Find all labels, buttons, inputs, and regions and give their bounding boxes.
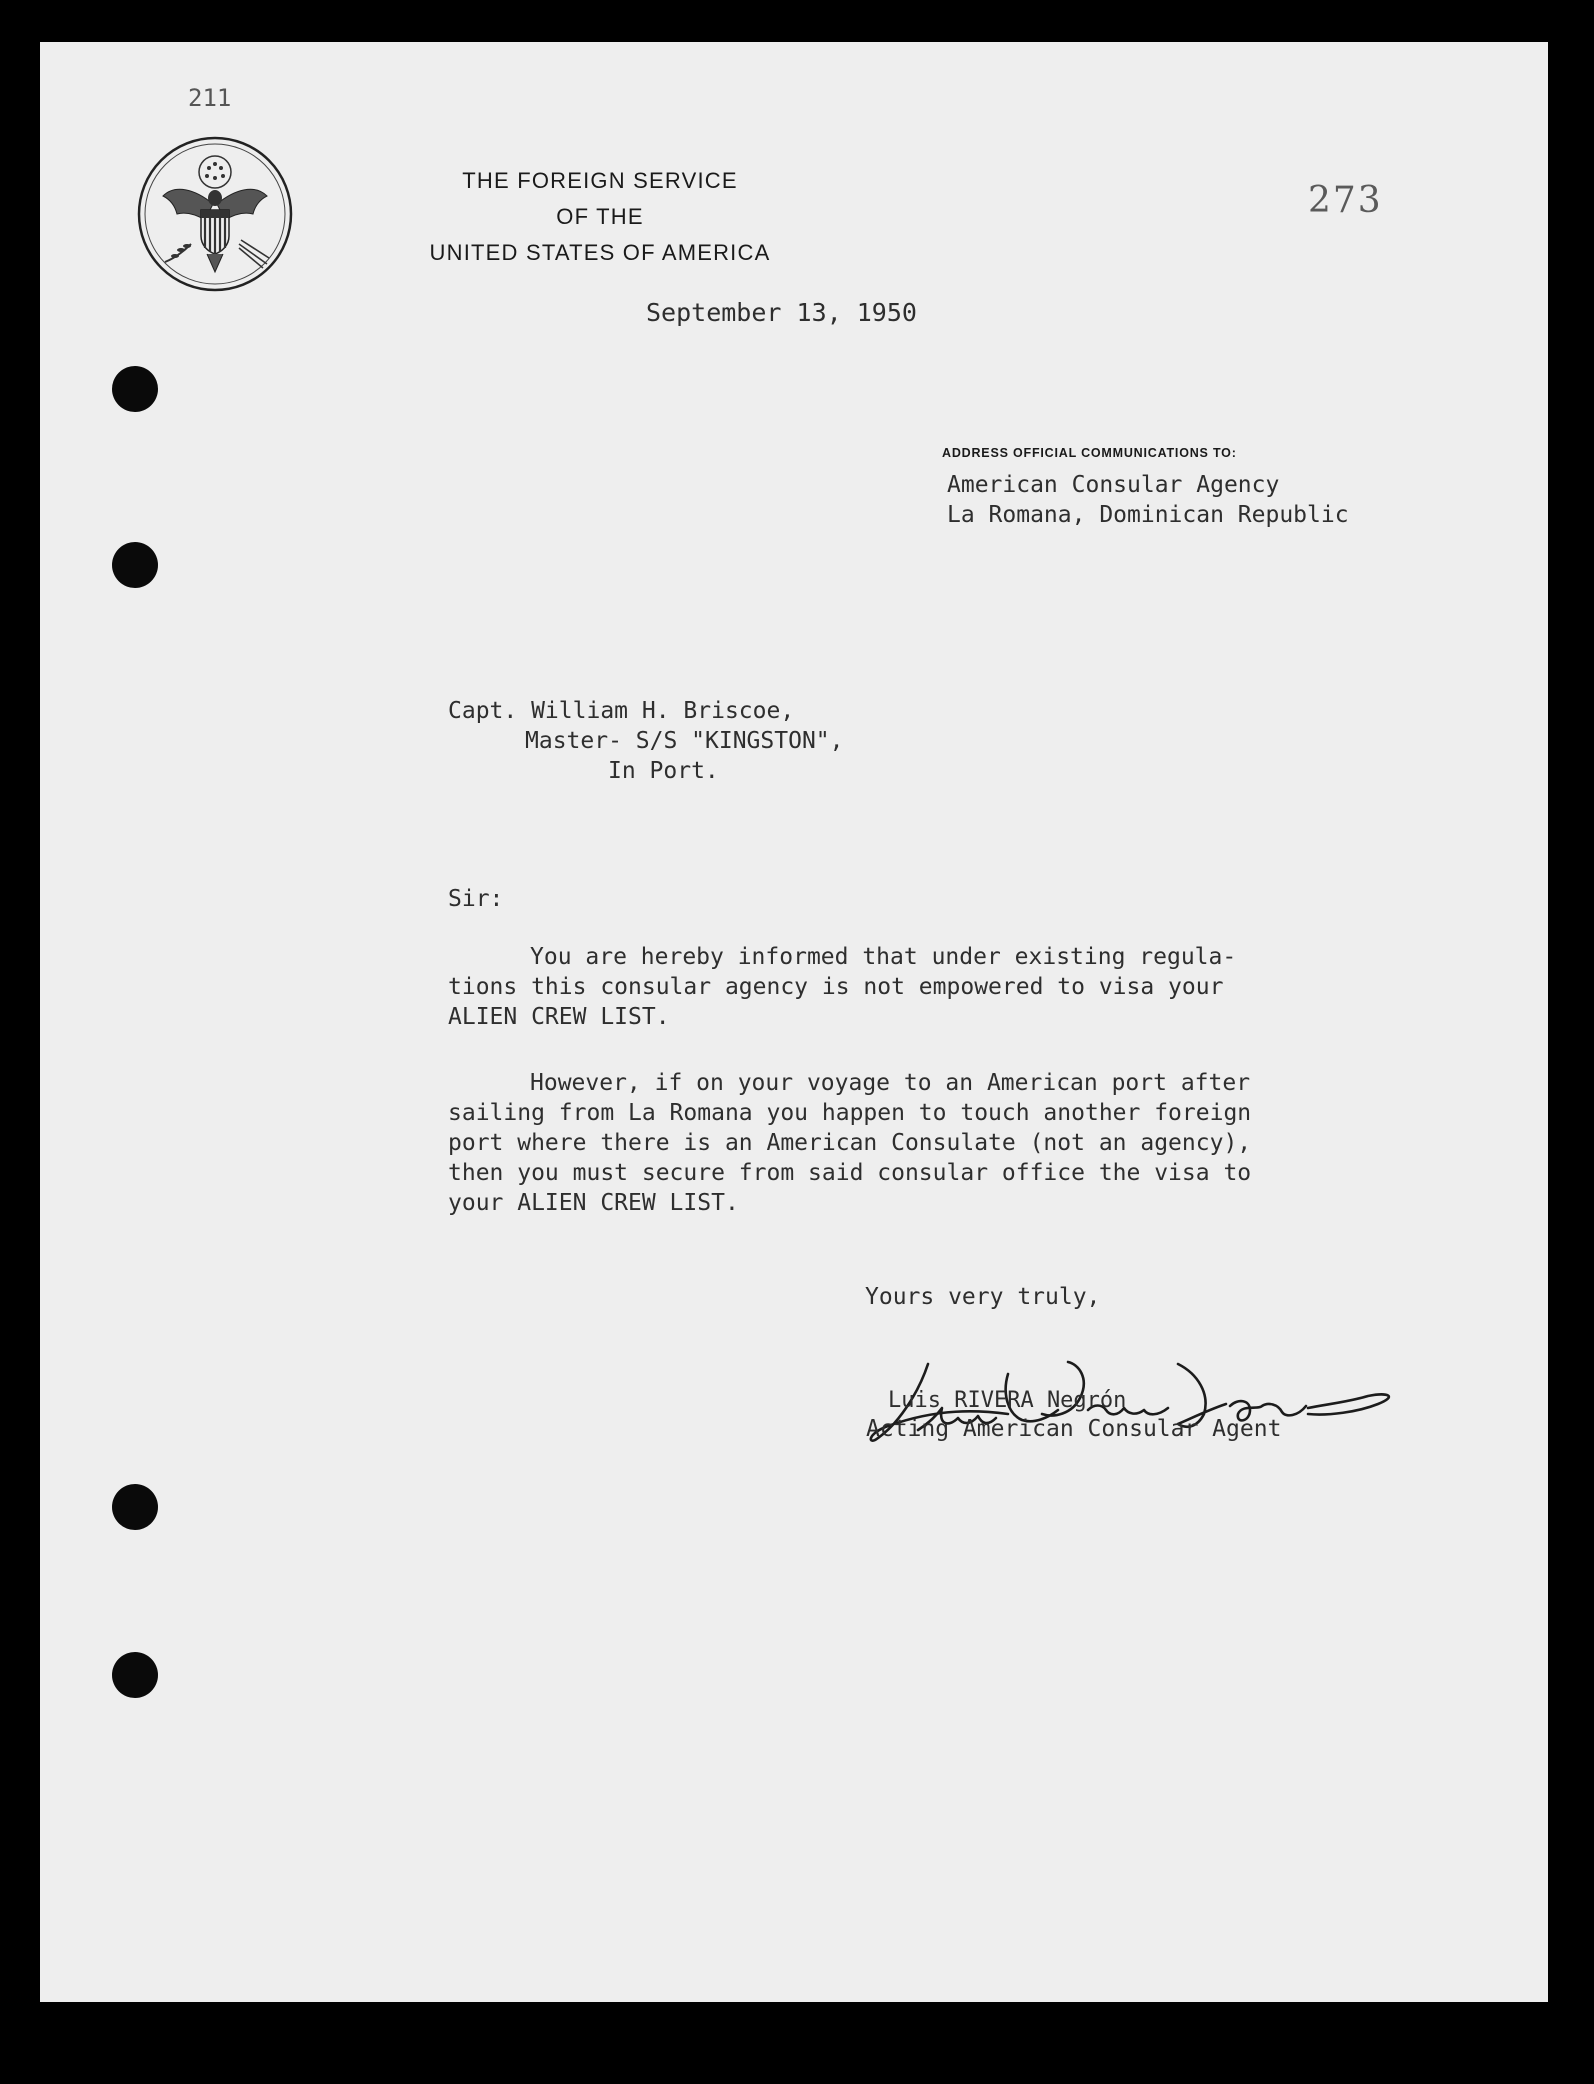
salutation: Sir: — [448, 886, 504, 912]
signatory-name: Luis RIVERA Negrón — [888, 1388, 1127, 1413]
letter-page — [40, 42, 1548, 2002]
archive-number: 211 — [188, 84, 232, 112]
punch-hole — [112, 1652, 158, 1698]
paragraph-1-line-2: tions this consular agency is not empowered to visa your — [448, 974, 1224, 1000]
recipient-line-1: Capt. William H. Briscoe, — [448, 698, 795, 724]
recipient-line-2: Master- S/S "KINGSTON", — [525, 728, 844, 754]
punch-hole — [112, 1484, 158, 1530]
letter-date: September 13, 1950 — [646, 298, 917, 327]
paragraph-2-line-3: port where there is an American Consulate (not an agency), — [448, 1130, 1252, 1156]
paragraph-2-line-1: However, if on your voyage to an American port after — [530, 1070, 1251, 1096]
letterhead-line-1: THE FOREIGN SERVICE — [462, 168, 738, 193]
letterhead-line-3: UNITED STATES OF AMERICA — [429, 240, 771, 265]
page-number: 273 — [1308, 180, 1383, 221]
closing: Yours very truly, — [865, 1284, 1101, 1310]
punch-hole — [112, 542, 158, 588]
paragraph-1-line-1: You are hereby informed that under existing regula- — [530, 944, 1237, 970]
letterhead-line-2: OF THE — [556, 204, 644, 229]
paragraph-2-line-5: your ALIEN CREW LIST. — [448, 1190, 739, 1216]
signatory-title: Acting American Consular Agent — [866, 1416, 1282, 1442]
address-line-2: La Romana, Dominican Republic — [947, 502, 1349, 528]
address-line-1: American Consular Agency — [947, 472, 1280, 498]
paragraph-2-line-2: sailing from La Romana you happen to touch another foreign — [448, 1100, 1252, 1126]
paragraph-1-line-3: ALIEN CREW LIST. — [448, 1004, 670, 1030]
address-label: ADDRESS OFFICIAL COMMUNICATIONS TO: — [942, 446, 1237, 460]
punch-hole — [112, 366, 158, 412]
paragraph-2-line-4: then you must secure from said consular office the visa to — [448, 1160, 1252, 1186]
recipient-line-3: In Port. — [608, 758, 719, 784]
